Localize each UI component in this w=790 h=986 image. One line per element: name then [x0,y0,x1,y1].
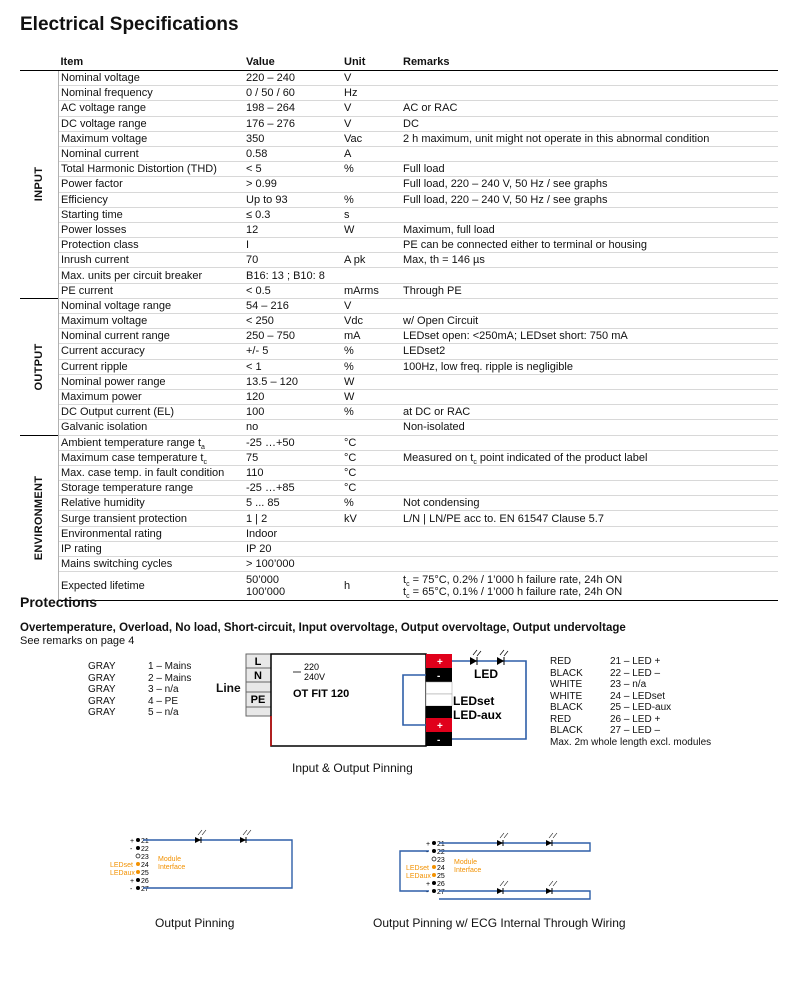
led-symbol [240,837,246,843]
right-pin: 22 – LED – [610,667,661,679]
unit-text: V [344,117,352,130]
pin-dot [136,862,140,866]
remarks-text: Full load [403,163,445,176]
remarks-text: w/ Open Circuit [403,315,479,328]
pin-number: 23 [141,854,149,861]
value-text: 5 ... 85 [246,497,280,510]
value-text: ≤ 0.3 [246,208,271,221]
led-symbol [546,840,552,846]
item-text: Efficiency [61,193,108,206]
pin-number: 23 [437,857,445,864]
pin-dot [432,889,436,893]
item-text: AC voltage range [61,102,146,115]
pin-sign: - [130,846,133,853]
right-pin: 27 – LED – [610,725,661,736]
pin-number: 26 [437,881,445,888]
led-label: LED [474,667,498,681]
pin-dot [136,854,140,858]
subscript: c [473,458,477,466]
remarks-text: at DC or RAC [403,406,471,419]
unit-text: °C [344,466,357,479]
left-pin: 3 – n/a [148,684,179,695]
pin-dot [136,886,140,890]
value-text: +/- 5 [246,345,269,358]
remarks-text: 100Hz, low freq. ripple is negligible [403,360,573,373]
remarks-text: LEDset open: <250mA; LEDset short: 750 mA [403,330,628,343]
item-text: Nominal current [61,148,139,161]
pin-number: 22 [437,849,445,856]
subscript: a [201,443,205,451]
value-text: Up to 93 [246,193,288,206]
item-text: Mains switching cycles [61,558,173,571]
item-text: Maximum power [61,391,142,404]
device-voltage-top: 220 [304,662,320,672]
ledaux-label: LED-aux [453,708,502,722]
unit-text: mA [344,330,361,343]
item-text: Total Harmonic Distortion (THD) [61,163,217,176]
unit-text: Vdc [344,315,363,328]
right-color: WHITE [550,690,583,702]
device-name: OT FIT 120 [293,688,350,700]
left-pin: 2 – Mains [148,672,192,684]
remarks-text: Non-isolated [403,421,465,434]
remarks-line: $t_c = 75^\circ C$, 0.2% / 1’000 h failure rate, 24h ON [403,574,623,589]
protections-list: Overtemperature, Overload, No load, Short-circuit, Input overvoltage, Output overvoltage, Output undervoltage [20,622,626,634]
remarks-text: = 65°C, 0.1% / 1’000 h failure rate, 24h ON [409,586,623,599]
item-text: Nominal voltage range [61,299,172,312]
item-text: Power losses [61,223,127,236]
led-symbol [546,888,552,894]
value-text: 0.58 [246,148,268,161]
pin-dot [136,870,140,874]
svg-text:+: + [437,721,443,732]
pin-sign: + [130,878,135,885]
remarks-text: Measured on t [403,451,474,464]
unit-text: A pk [344,254,366,267]
value-text: 120 [246,391,265,404]
item-text: Max. units per circuit breaker [61,269,203,282]
item-text: Nominal power range [61,375,166,388]
unit-text: W [344,375,355,388]
item-text: Nominal frequency [61,87,153,100]
svg-text:-: - [437,671,441,682]
led-symbol [195,837,201,843]
value-text: > 100’000 [246,558,295,571]
pin-number: 21 [141,838,149,845]
unit-text: V [344,299,352,312]
left-pin: 4 – PE [148,695,179,707]
value-text: B16: 13 ; B10: 8 [246,269,325,282]
pin-dot [432,865,436,869]
remarks-text: Full load, 220 – 240 V, 50 Hz / see graphs [403,193,608,206]
value-text: 176 – 276 [246,117,295,130]
section-label: INPUT [33,167,45,202]
protections-note: See remarks on page 4 [20,635,135,647]
left-color: GRAY [88,684,116,695]
output-pinning-through-caption: Output Pinning w/ ECG Internal Through Wiring [373,916,626,930]
item-text: Expected lifetime [61,580,145,593]
item-text: Current ripple [61,360,128,373]
value-text: 0 / 50 / 60 [246,87,295,100]
right-pin: 26 – LED + [610,713,661,725]
item-text: DC Output current (EL) [61,406,175,419]
value-text: 198 – 264 [246,102,295,115]
item-text: Current accuracy [61,345,145,358]
ledset-label: LEDset [453,694,495,708]
item-text: IP rating [61,542,102,555]
subscript: c [406,581,410,589]
input-output-caption: Input & Output Pinning [292,761,413,775]
right-color: WHITE [550,679,583,690]
item-text: Max. case temp. in fault condition [61,466,225,479]
remarks-text: Maximum, full load [403,223,495,236]
left-color: GRAY [88,672,116,684]
pin-sign: + [130,838,135,845]
remarks-text: LEDset2 [403,345,446,358]
left-pin: 5 – n/a [148,707,179,718]
value-text: 12 [246,223,259,236]
value-text: > 0.99 [246,178,277,191]
right-pin: 23 – n/a [610,679,647,690]
value-text: 250 – 750 [246,330,295,343]
page-title: Electrical Specifications [20,14,239,35]
item-text: Relative humidity [61,497,145,510]
unit-text: W [344,223,355,236]
pin-number: 21 [437,841,445,848]
unit-text: % [344,406,354,419]
unit-text: °C [344,436,357,449]
unit-text: % [344,360,354,373]
value-text: 50’000 [246,574,280,587]
unit-text: Hz [344,87,358,100]
right-color: RED [550,713,572,725]
value-text: 100’000 [246,586,286,599]
led-symbol [497,888,503,894]
pin-number: 25 [141,870,149,877]
value-text: -25 …+85 [246,482,295,495]
pin-dot [136,838,140,842]
remarks-text: 2 h maximum, unit might not operate in this abnormal condition [403,132,710,145]
left-color: GRAY [88,661,116,672]
subscript: c [406,593,410,601]
value-text: < 5 [246,163,262,176]
remarks-text: point indicated of the product label [476,451,648,464]
svg-text:+: + [437,657,443,668]
ledaux-label: LEDaux [406,873,431,880]
unit-text: % [344,345,354,358]
right-pin: 21 – LED + [610,656,661,667]
item-text: Maximum voltage [61,315,148,328]
item-text: Galvanic isolation [61,421,148,434]
header-unit: Unit [344,54,403,71]
item-text: Inrush current [61,254,129,267]
section-label: OUTPUT [33,343,45,391]
right-pin: 25 – LED-aux [610,702,672,713]
item-text: PE current [61,284,113,297]
remarks-line: $t_c = 65^\circ C$, 0.1% / 1’000 h failure rate, 24h ON [403,586,623,601]
remarks-text: Full load, 220 – 240 V, 50 Hz / see graphs [403,178,608,191]
right-color: BLACK [550,725,583,736]
pin-number: 25 [437,873,445,880]
protections-heading: Protections [20,594,98,610]
value-text: 110 [246,466,264,479]
device-voltage-bottom: 240V [304,672,326,682]
value-text: 350 [246,132,265,145]
remarks-text: Through PE [403,284,462,297]
unit-text: mArms [344,284,379,297]
pin-number: 22 [141,846,149,853]
terminal-L: L [254,656,262,668]
value-text: < 1 [246,360,262,373]
item-text: DC voltage range [61,117,147,130]
through-wire-top [439,843,590,851]
item-text: Starting time [61,208,123,221]
section-label: ENVIRONMENT [33,475,45,561]
svg-text:-: - [437,735,441,746]
module-interface-label: Interface [454,867,482,874]
value-text: 100 [246,406,265,419]
wire-length-note: Max. 2m whole length excl. modules [550,737,712,748]
left-color: GRAY [88,695,116,707]
pin-sign: - [426,889,429,896]
unit-text: % [344,193,354,206]
value-text: 70 [246,254,259,267]
through-wire-bottom [439,891,590,899]
remarks-text: Not condensing [403,497,480,510]
terminal-N: N [254,670,262,682]
pin-dot [432,841,436,845]
remarks-text: PE can be connected either to terminal or housing [403,239,647,252]
left-pin: 1 – Mains [148,661,192,672]
unit-text: V [344,102,352,115]
item-text: Environmental rating [61,527,162,540]
ledaux-label: LEDaux [110,870,135,877]
pin-number: 27 [141,886,149,893]
right-pin: 24 – LEDset [610,690,666,702]
header-item: Item [59,54,247,71]
unit-text: Vac [344,132,363,145]
header-value: Value [246,54,344,71]
line-label: Line [216,681,241,695]
remarks-text: Max, th = 146 µs [403,254,485,267]
unit-text: °C [344,451,357,464]
pin-number: 26 [141,878,149,885]
remarks-text: L/N | LN/PE acc to. EN 61547 Clause 5.7 [403,512,604,525]
item-text: Nominal current range [61,330,170,343]
ledset-label: LEDset [110,862,133,869]
pin-number: 27 [437,889,445,896]
value-text: -25 …+50 [246,436,295,449]
pin-sign: + [426,841,431,848]
value-text: IP 20 [246,542,272,555]
unit-text: V [344,72,352,85]
module-label: Module [158,856,181,863]
item-text: Surge transient protection [61,512,187,525]
pin-sign: + [426,881,431,888]
item-text: Nominal voltage [61,72,140,85]
value-text: < 0.5 [246,284,271,297]
terminal-PE: PE [250,694,266,706]
item-text: Maximum voltage [61,132,148,145]
value-text: < 250 [246,315,274,328]
remarks-text: AC or RAC [403,102,458,115]
pin-dot [136,878,140,882]
subscript: c [203,458,207,466]
unit-text: kV [344,512,357,525]
right-color: BLACK [550,702,583,713]
value-text: 13.5 – 120 [246,375,298,388]
pin-dot [432,873,436,877]
pin-dot [432,881,436,885]
module-label: Module [454,859,477,866]
remarks-text: = 75°C, 0.2% / 1’000 h failure rate, 24h ON [409,574,623,587]
unit-text: s [344,208,350,221]
value-text: Indoor [246,527,278,540]
pin-dot [432,849,436,853]
unit-text: W [344,391,355,404]
item-text: Power factor [61,178,123,191]
right-color: BLACK [550,667,583,679]
pin-number: 24 [437,865,445,872]
unit-text: °C [344,482,357,495]
item-text: Ambient temperature range t [61,436,202,449]
pin-number: 24 [141,862,149,869]
unit-text: % [344,163,354,176]
value-text: no [246,421,259,434]
value-text: 54 – 216 [246,299,289,312]
pin-dot [136,846,140,850]
module-interface-label: Interface [158,864,186,871]
remarks-text: DC [403,117,419,130]
item-text: Storage temperature range [61,482,194,495]
pin-sign: - [130,886,133,893]
unit-text: h [344,580,351,593]
header-remarks: Remarks [403,54,778,71]
unit-text: A [344,148,352,161]
output-pinning-caption: Output Pinning [155,916,235,930]
left-color: GRAY [88,707,116,718]
ledset-label: LEDset [406,865,429,872]
item-text: Protection class [61,239,139,252]
value-text: 220 – 240 [246,72,295,85]
value-text: 75 [246,451,259,464]
value-text: I [246,239,250,252]
value-text: 1 | 2 [246,512,268,525]
pin-dot [432,857,436,861]
item-text: Maximum case temperature t [61,451,204,464]
right-color: RED [550,656,572,667]
led-symbol [497,840,503,846]
unit-text: % [344,497,354,510]
pin-sign: - [426,849,429,856]
